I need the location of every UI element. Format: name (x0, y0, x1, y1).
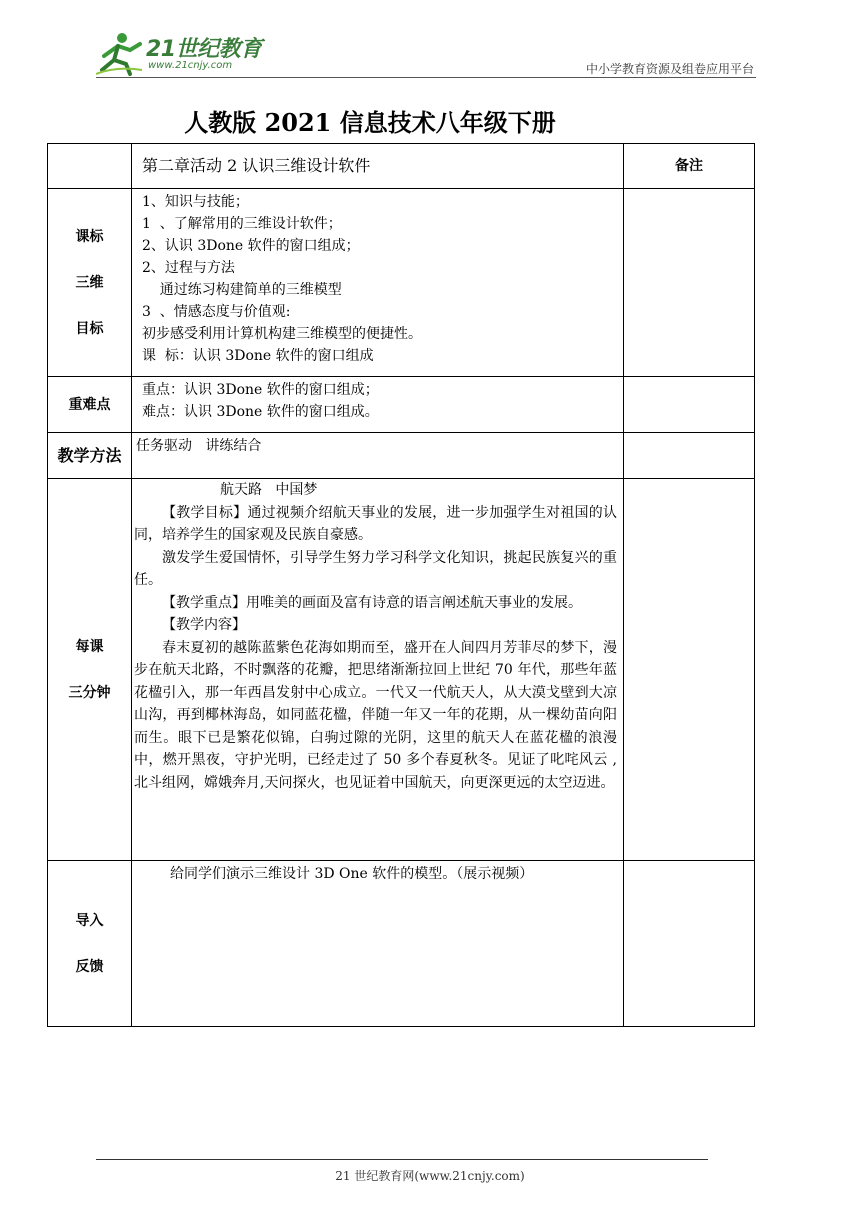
list-item: 2、过程与方法 (142, 260, 235, 276)
lesson-plan-table (47, 143, 755, 1027)
method-content: 任务驱动 讲练结合 (132, 433, 624, 479)
footer-text: 21 世纪教育网(www.21cnjy.com) (335, 1169, 525, 1183)
intro-feedback-content: 给同学们演示三维设计 3D One 软件的模型。（展示视频） (132, 861, 624, 1027)
table-row (48, 433, 755, 479)
story-heading: 航天路 中国梦 (220, 482, 318, 498)
notes-cell (624, 377, 755, 433)
list-item: 通过练习构建简单的三维模型 (142, 282, 342, 298)
paragraph: 【教学内容】 (162, 617, 246, 633)
notes-cell (624, 861, 755, 1027)
objectives-content (132, 189, 624, 377)
key-points-label: 重难点 (48, 377, 132, 433)
table-row (48, 189, 755, 377)
logo-url: www.21cnjy.com (148, 60, 233, 71)
table-row (48, 144, 755, 189)
table-row (48, 861, 755, 1027)
runner-logo-icon (96, 30, 144, 76)
notes-cell (624, 479, 755, 861)
three-minute-label: 每课 三分钟 (48, 479, 132, 861)
table-row (48, 377, 755, 433)
table-row (48, 479, 755, 861)
list-item: 初步感受利用计算机构建三维模型的便捷性。 (142, 326, 422, 342)
list-item: 难点：认识 3Done 软件的窗口组成。 (142, 404, 379, 420)
header-divider (96, 77, 756, 78)
footer-divider (96, 1159, 708, 1160)
paragraph: 激发学生爱国情怀，引导学生努力学习科学文化知识，挑起民族复兴的重任。 (134, 549, 617, 588)
lesson-title: 第二章活动 2 认识三维设计软件 (132, 144, 624, 189)
list-item: 1 、了解常用的三维设计软件； (142, 216, 342, 232)
document-title: 人教版 2021 信息技术八年级下册 (184, 108, 556, 137)
list-item: 重点：认识 3Done 软件的窗口组成； (142, 382, 379, 398)
header-platform-text: 中小学教育资源及组卷应用平台 (585, 62, 754, 76)
list-item: 1、知识与技能； (142, 194, 249, 210)
three-minute-content (132, 479, 624, 861)
method-label: 教学方法 (48, 433, 132, 479)
list-item: 2、认识 3Done 软件的窗口组成； (142, 238, 360, 254)
logo-text: 21世纪教育 (146, 37, 262, 62)
site-logo (96, 30, 266, 80)
empty-cell (48, 144, 132, 189)
list-item: 课 标：认识 3Done 软件的窗口组成 (142, 348, 374, 364)
list-item: 3 、情感态度与价值观: (142, 304, 291, 320)
notes-cell (624, 189, 755, 377)
key-points-content (132, 377, 624, 433)
notes-cell (624, 433, 755, 479)
notes-header: 备注 (624, 144, 755, 189)
objectives-label: 课标 三维 目标 (48, 189, 132, 377)
paragraph: 春末夏初的越陈蓝紫色花海如期而至，盛开在人间四月芳菲尽的梦下，漫步在航天北路，不时飘落的花瓣，把思绪渐渐拉回上世纪 70 年代，那些年蓝花楹引入，那一年西昌发射中心成立。一代又一代航天人，从大漠戈壁到大凉山沟，再到椰林海岛，如同蓝花楹，伴随一年又一年的花期，从一棵幼苗向阳而生。眼下已是繁花似锦，白驹过隙的光阴，这里的航天人在蓝花楹的浪漫中，燃开黑夜，守护光明，已经走过了 50 多个春夏秋冬。见证了叱咤风云 ,北斗组网，嫦娥奔月,天问探火，也见证着中国航天，向更深更远的太空迈进。 (134, 639, 617, 791)
paragraph: 【教学目标】通过视频介绍航天事业的发展，进一步加强学生对祖国的认同，培养学生的国家观及民族自豪感。 (134, 504, 617, 543)
intro-feedback-label: 导入 反馈 (48, 861, 132, 1027)
paragraph: 【教学重点】用唯美的画面及富有诗意的语言阐述航天事业的发展。 (162, 594, 582, 611)
